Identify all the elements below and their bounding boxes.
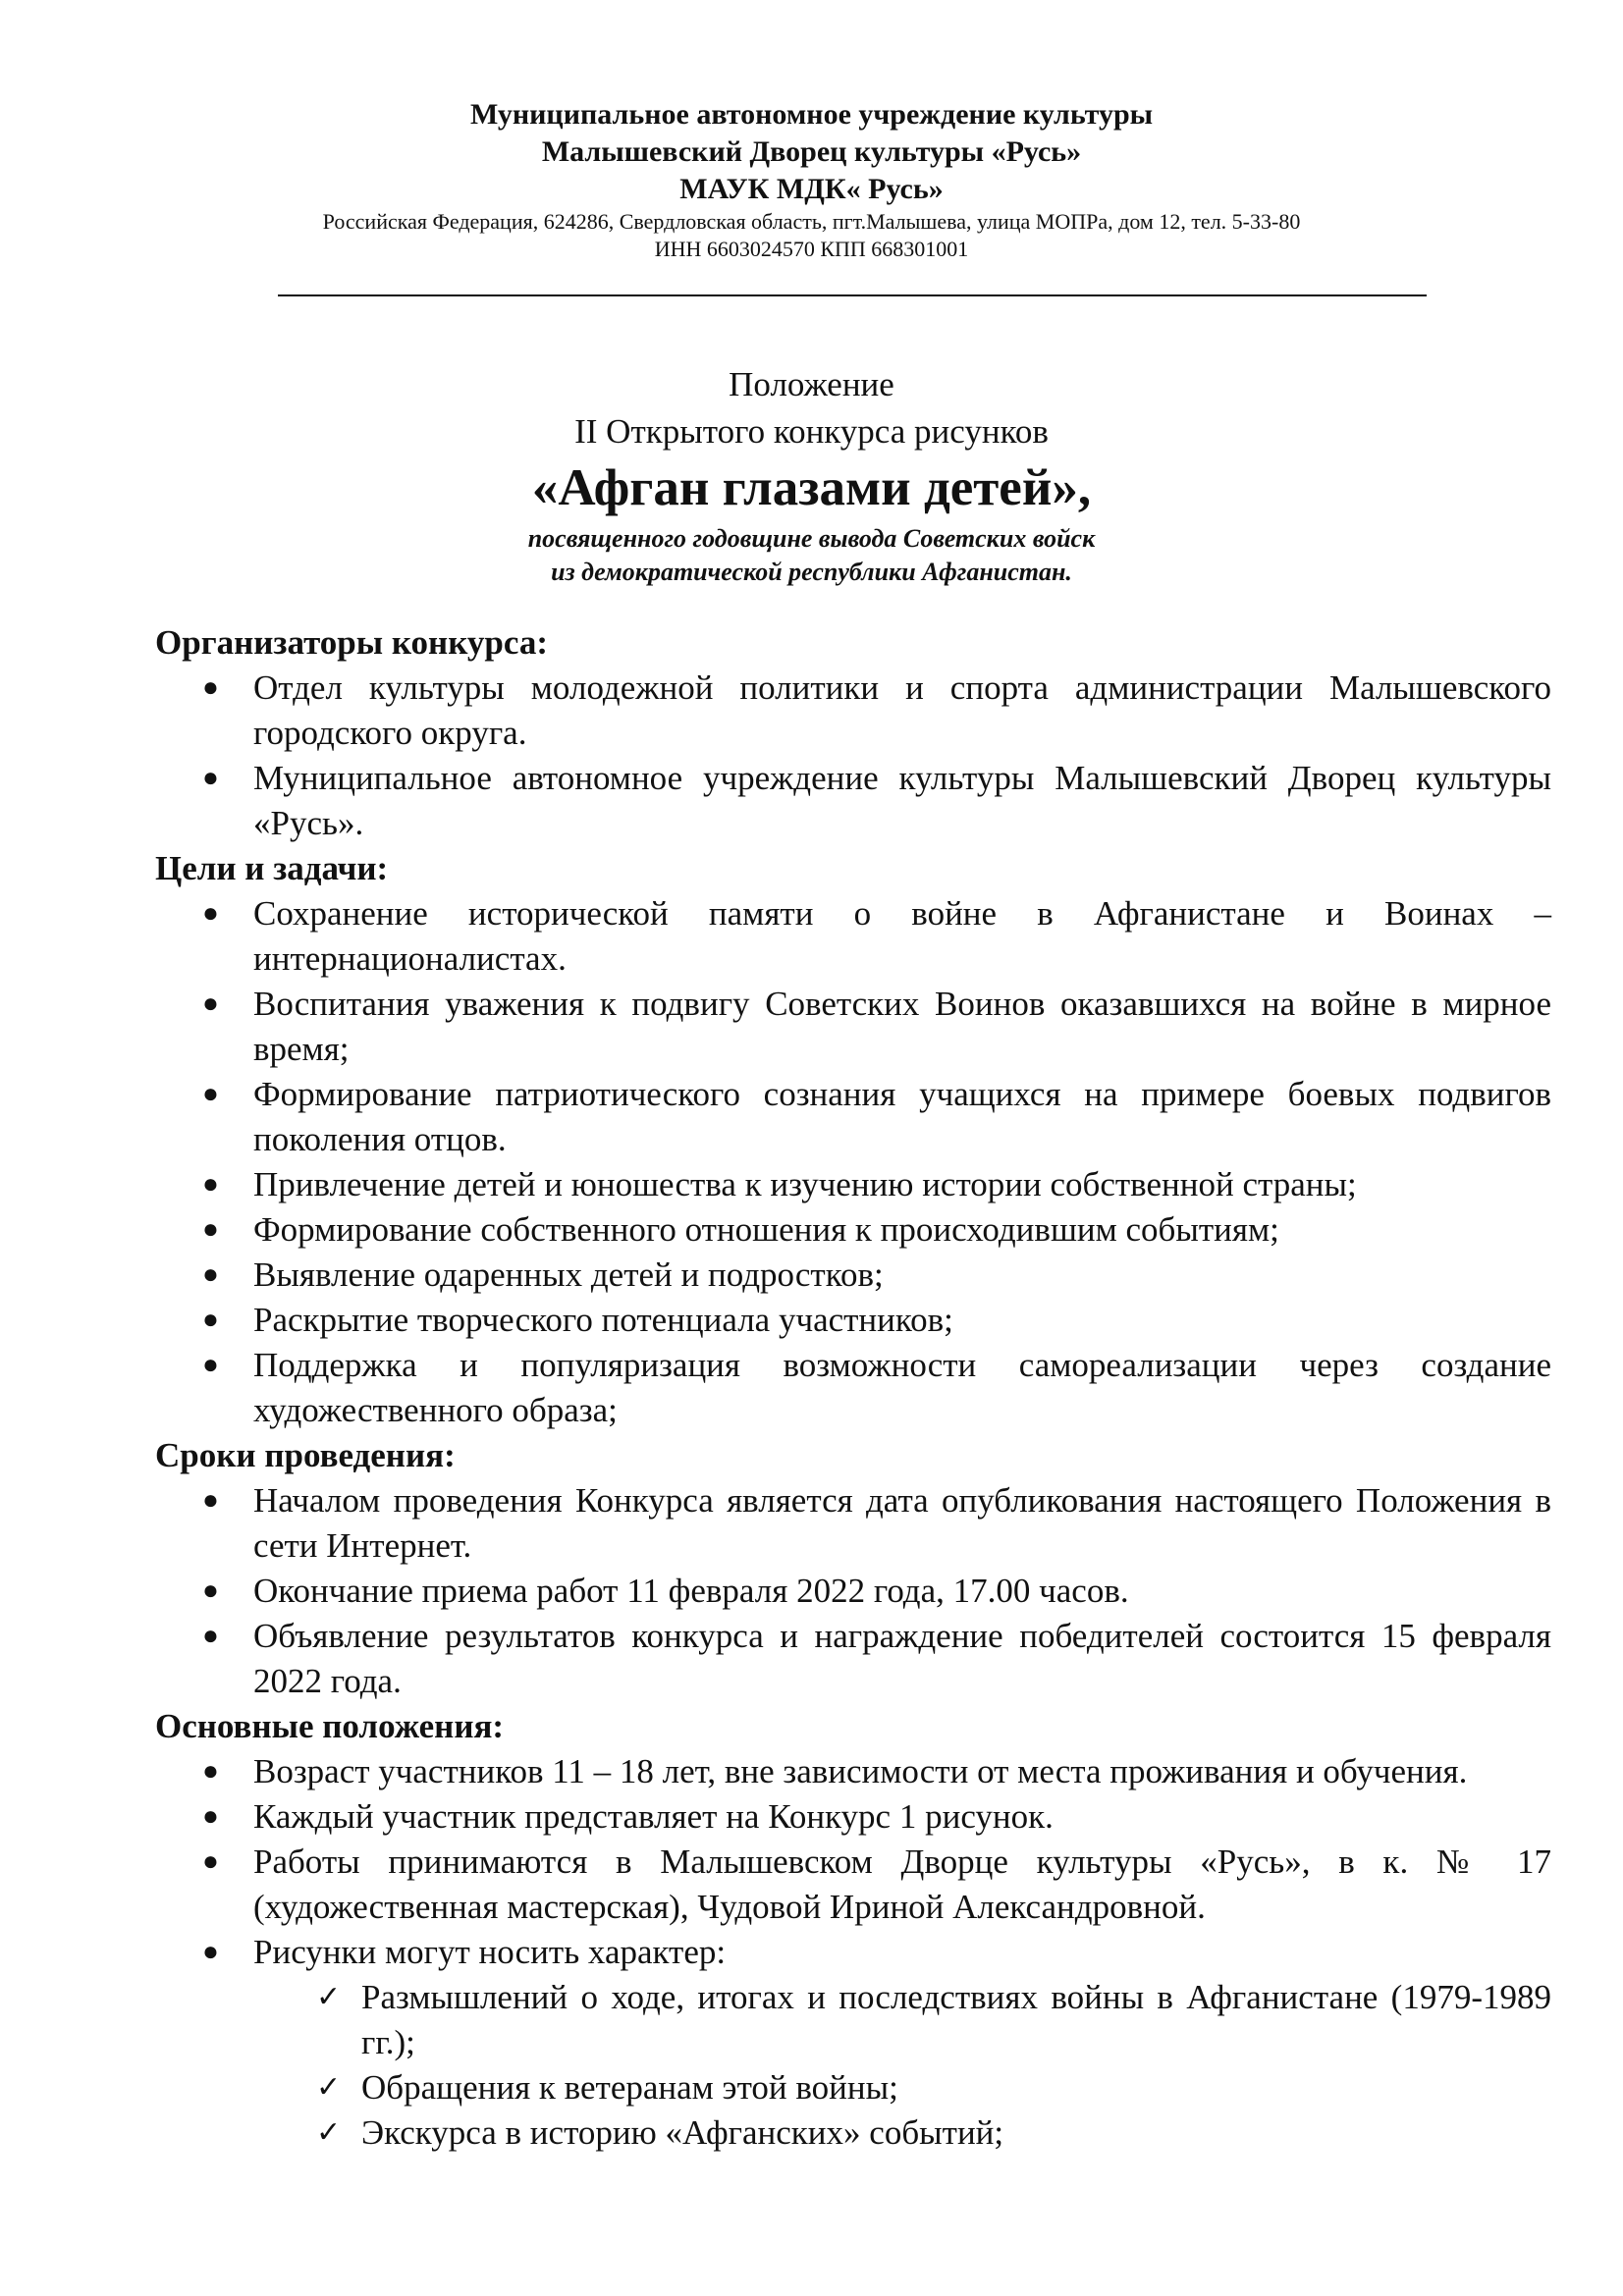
organization-address: Российская Федерация, 624286, Свердловская область, пгт.Малышева, улица МОПРа, дом 12, тел. 5-33-80 <box>322 209 1301 234</box>
bullet-icon: ● <box>202 1350 219 1380</box>
bullet-icon: ● <box>202 1575 219 1606</box>
list-item: ● Рисунки могут носить характер: <box>155 1930 1551 1975</box>
section-heading-dates: Сроки проведения: <box>155 1436 456 1474</box>
list-item: ✓ Размышлений о ходе, итогах и последствиях войны в Афганистане (1979-1989 гг.); <box>155 1975 1551 2065</box>
contest-title: «Афган глазами детей», <box>531 459 1092 516</box>
list-item: ● Каждый участник представляет на Конкурс 1 рисунок. <box>155 1794 1551 1840</box>
list-item: ✓ Обращения к ветеранам этой войны; <box>155 2065 1551 2110</box>
provisions-list <box>155 1749 1551 1975</box>
list-item: ● Объявление результатов конкурса и награждение победителей состоится 15 февраля 2022 года. <box>155 1614 1551 1704</box>
letterhead <box>0 96 1623 263</box>
document-body <box>155 620 1551 2156</box>
list-item: ● Муниципальное автономное учреждение культуры Малышевский Дворец культуры «Русь». <box>155 756 1551 846</box>
organizers-list <box>155 666 1551 846</box>
list-item: ● Началом проведения Конкурса является дата опубликования настоящего Положения в сети Интернет. <box>155 1478 1551 1569</box>
list-item: ● Формирование патриотического сознания учащихся на примере боевых подвигов поколения отцов. <box>155 1072 1551 1162</box>
organization-abbreviation: МАУК МДК« Русь» <box>679 173 944 205</box>
checkmark-icon: ✓ <box>316 2115 342 2150</box>
list-item: ● Работы принимаются в Малышевском Дворце культуры «Русь», в к. № 17 (художественная мастерская), Чудовой Ириной Александровной. <box>155 1840 1551 1930</box>
list-item: ✓ Экскурса в историю «Афганских» событий; <box>155 2110 1551 2156</box>
list-item: ● Окончание приема работ 11 февраля 2022 года, 17.00 часов. <box>155 1569 1551 1614</box>
bullet-icon: ● <box>202 1214 219 1245</box>
bullet-icon: ● <box>202 1079 219 1109</box>
list-item: ● Формирование собственного отношения к происходившим событиям; <box>155 1207 1551 1253</box>
letterhead-divider <box>278 294 1427 296</box>
goals-list <box>155 891 1551 1433</box>
list-item: ● Раскрытие творческого потенциала участников; <box>155 1298 1551 1343</box>
list-item: ● Отдел культуры молодежной политики и спорта администрации Малышевского городского округа. <box>155 666 1551 756</box>
list-item: ● Выявление одаренных детей и подростков; <box>155 1253 1551 1298</box>
bullet-icon: ● <box>202 1846 219 1877</box>
bullet-icon: ● <box>202 898 219 929</box>
bullet-icon: ● <box>202 763 219 793</box>
bullet-icon: ● <box>202 1756 219 1787</box>
bullet-icon: ● <box>202 1259 219 1290</box>
checkmark-icon: ✓ <box>316 1980 342 2014</box>
bullet-icon: ● <box>202 1621 219 1651</box>
section-heading-provisions: Основные положения: <box>155 1707 505 1745</box>
list-item: ● Сохранение исторической памяти о войне в Афганистане и Воинах – интернационалистах. <box>155 891 1551 982</box>
organization-subtitle: Малышевский Дворец культуры «Русь» <box>541 135 1082 168</box>
document-type: Положение <box>729 365 894 403</box>
list-item: ● Возраст участников 11 – 18 лет, вне зависимости от места проживания и обучения. <box>155 1749 1551 1794</box>
document-title-block <box>0 361 1623 589</box>
list-item: ● Поддержка и популяризация возможности самореализации через создание художественного образа; <box>155 1343 1551 1433</box>
list-item: ● Воспитания уважения к подвигу Советских Воинов оказавшихся на войне в мирное время; <box>155 982 1551 1072</box>
contest-name: II Открытого конкурса рисунков <box>574 412 1049 451</box>
contest-dedication-line2: из демократической республики Афганистан. <box>551 558 1072 586</box>
section-heading-goals: Цели и задачи: <box>155 849 389 887</box>
organization-name: Муниципальное автономное учреждение культуры <box>469 98 1154 131</box>
drawing-character-list <box>155 1975 1551 2156</box>
dates-list <box>155 1478 1551 1704</box>
bullet-icon: ● <box>202 1485 219 1516</box>
list-item: ● Привлечение детей и юношества к изучению истории собственной страны; <box>155 1162 1551 1207</box>
section-heading-organizers: Организаторы конкурса: <box>155 623 548 662</box>
checkmark-icon: ✓ <box>316 2070 342 2105</box>
bullet-icon: ● <box>202 1937 219 1967</box>
bullet-icon: ● <box>202 1169 219 1200</box>
bullet-icon: ● <box>202 988 219 1019</box>
bullet-icon: ● <box>202 1801 219 1832</box>
bullet-icon: ● <box>202 672 219 703</box>
contest-dedication-line1: посвященного годовщине вывода Советских войск <box>527 524 1096 553</box>
organization-ids: ИНН 6603024570 КПП 668301001 <box>654 237 969 261</box>
bullet-icon: ● <box>202 1305 219 1335</box>
